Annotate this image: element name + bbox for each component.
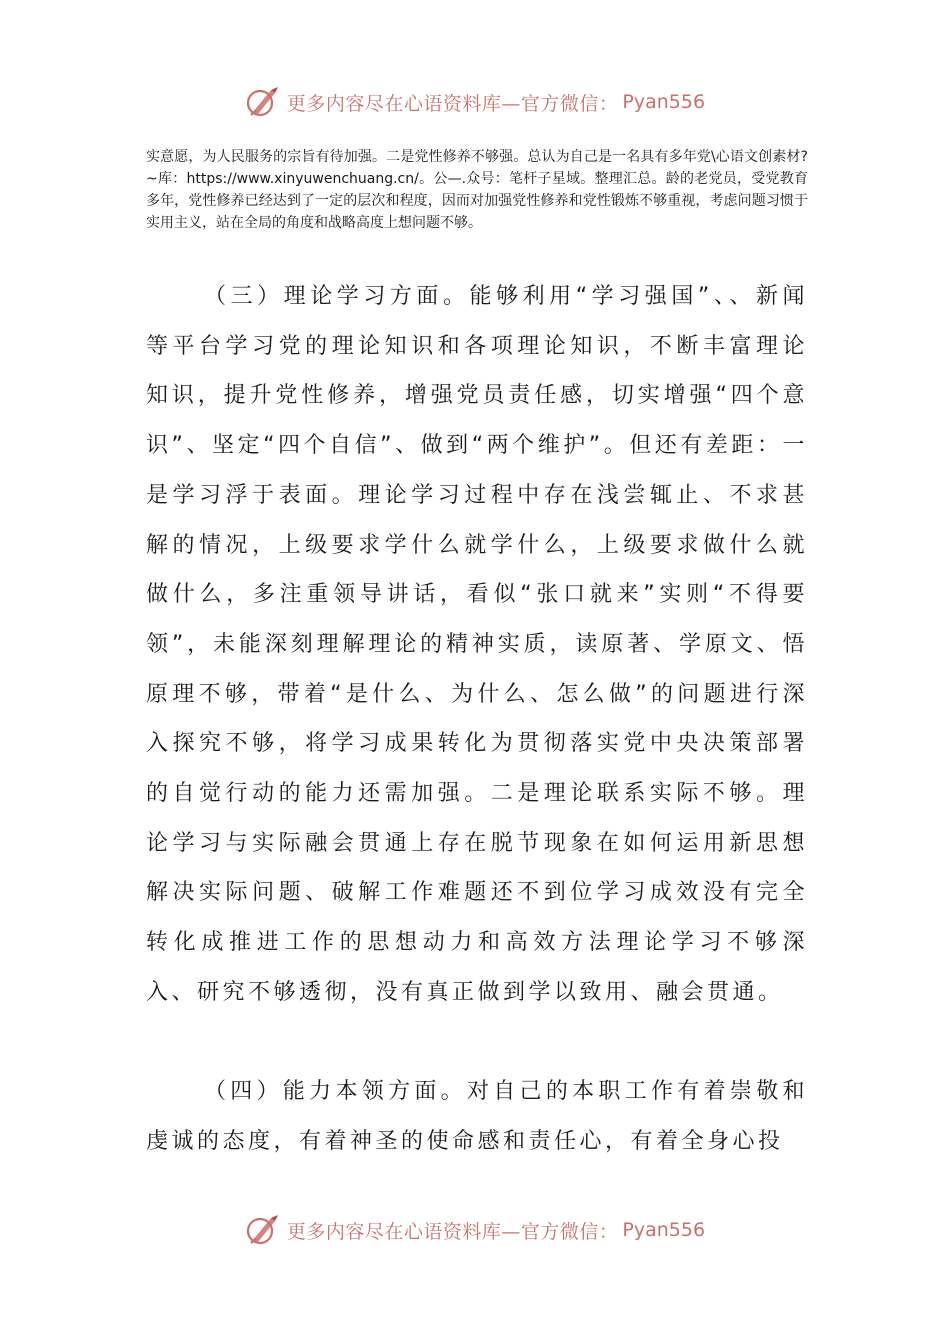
header-wechat-id: Pyan556 — [622, 91, 706, 113]
header-banner-text: 更多内容尽在心语资料库—官方微信： — [286, 92, 619, 115]
section-3-paragraph: （三）理论学习方面。能够利用“学习强国”、、新闻等平台学习党的理论知识和各项理论知识，不断丰富理论知识，提升党性修养，增强党员责任感，切实增强“四个意识”、坚定“四个自信”、做到“两个维护”。但还有差距：一是学习浮于表面。理论学习过程中存在浅尝辄止、不求甚解的情况，上级要求学什么就学什么，上级要求做什么就做什么，多注重领导讲话，看似“张口就来”实则“不得要领”，未能深刻理解理论的精神实质，读原著、学原文、悟原理不够，带着“是什么、为什么、怎么做”的问题进行深入探究不够，将学习成果转化为贯彻落实党中央决策部署的自觉行动的能力还需加强。二是理论联系实际不够。理论学习与实际融会贯通上存在脱节现象在如何运用新思想解决实际问题、破解工作难题还不到位学习成效没有完全转化成推进工作的思想动力和高效方法理论学习不够深入、研究不够透彻，没有真正做到学以致用、融会贯通。 — [146, 284, 808, 1005]
section-4-paragraph: （四）能力本领方面。对自己的本职工作有着崇敬和虔诚的态度，有着神圣的使命感和责任心，有着全身心投 — [146, 1079, 808, 1154]
quill-pen-logo-icon — [245, 1212, 281, 1248]
footer-banner-text: 更多内容尽在心语资料库—官方微信： — [286, 1220, 619, 1243]
footer-wechat-id: Pyan556 — [622, 1219, 706, 1241]
quill-pen-logo-icon — [245, 84, 281, 120]
intro-paragraph: 实意愿，为人民服务的宗旨有待加强。二是党性修养不够强。总认为自己是一名具有多年党\心语文创素材?~库：https://www.xinyuwenchuang.cn/。公—.众号：笔杆子星域。整理汇总。龄的老党员，受党教育多年，党性修养已经达到了一定的层次和程度，因而对加强党性修养和党性锻炼不够重视，考虑问题习惯于实用主义，站在全局的角度和战略高度上想问题不够。 — [146, 149, 808, 231]
header-banner — [0, 82, 950, 122]
footer-banner — [0, 1210, 950, 1250]
